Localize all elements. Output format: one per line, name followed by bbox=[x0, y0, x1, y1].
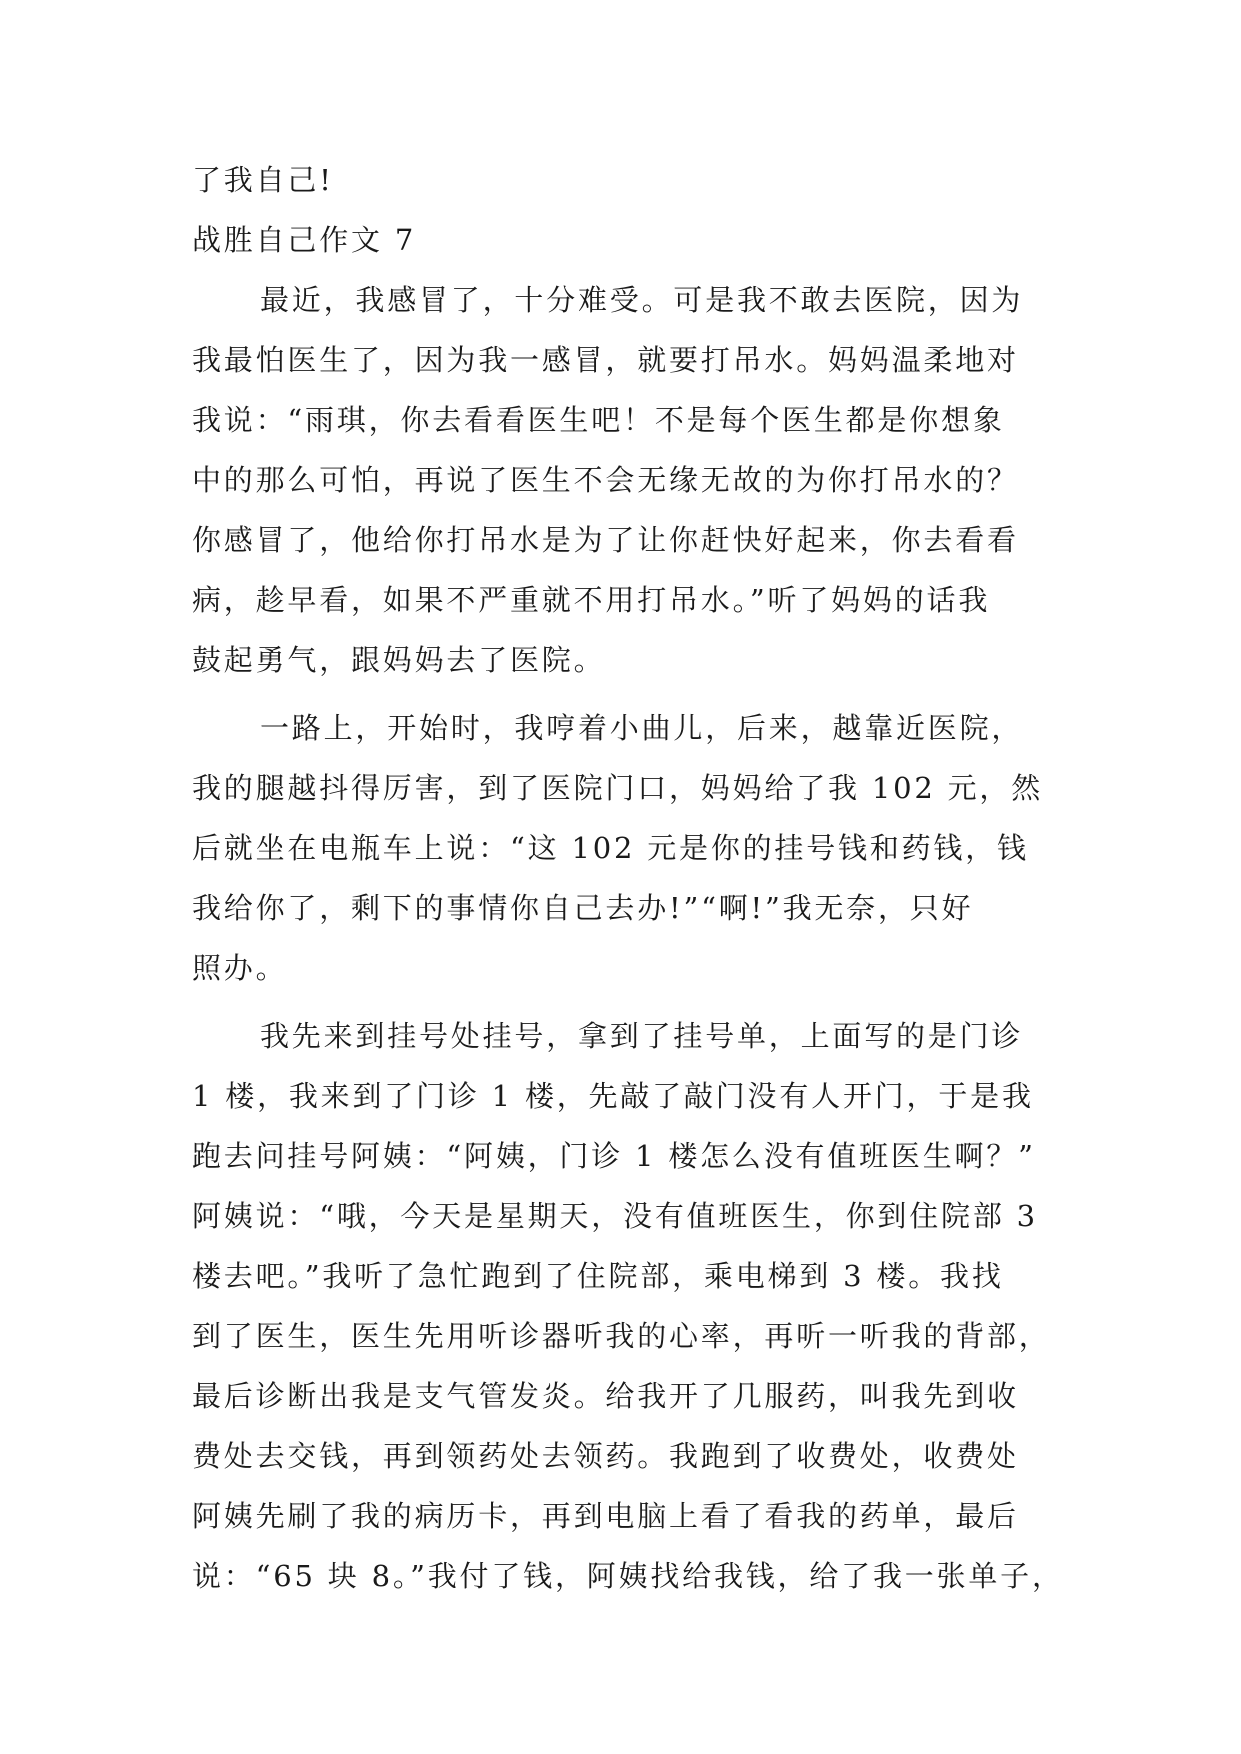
paragraph-line: 后就坐在电瓶车上说：“这 102 元是你的挂号钱和药钱，钱 bbox=[192, 831, 1029, 865]
paragraph-line: 你感冒了，他给你打吊水是为了让你赶快好起来，你去看看 bbox=[192, 523, 1019, 557]
paragraph-line: 阿姨说：“哦，今天是星期天，没有值班医生，你到住院部 3 bbox=[192, 1199, 1038, 1233]
lead-line: 了我自己! bbox=[192, 163, 334, 197]
paragraph-line: 说：“65 块 8。”我付了钱，阿姨找给我钱，给了我一张单子， bbox=[192, 1559, 1064, 1593]
paragraph-line: 照办。 bbox=[192, 951, 288, 985]
paragraph-1 bbox=[192, 270, 1072, 690]
paragraph-line: 到了医生，医生先用听诊器听我的心率，再听一听我的背部， bbox=[192, 1319, 1051, 1353]
paragraph-2 bbox=[192, 698, 1072, 998]
paragraph-line: 楼去吧。”我听了急忙跑到了住院部，乘电梯到 3 楼。我找 bbox=[192, 1259, 1004, 1293]
paragraph-line: 跑去问挂号阿姨：“阿姨，门诊 1 楼怎么没有值班医生啊？” bbox=[192, 1139, 1036, 1173]
paragraph-line: 病，趁早看，如果不严重就不用打吊水。”听了妈妈的话我 bbox=[192, 583, 991, 617]
paragraph-line: 我最怕医生了，因为我一感冒，就要打吊水。妈妈温柔地对 bbox=[192, 343, 1019, 377]
essay-heading: 战胜自己作文 7 bbox=[192, 223, 417, 257]
paragraph-line: 鼓起勇气，跟妈妈去了医院。 bbox=[192, 643, 606, 677]
paragraph-3 bbox=[192, 1006, 1072, 1606]
paragraph-line: 一路上，开始时，我哼着小曲儿，后来，越靠近医院， bbox=[260, 711, 1024, 745]
paragraph-line: 我说：“雨琪，你去看看医生吧！不是每个医生都是你想象 bbox=[192, 403, 1005, 437]
paragraph-line: 我的腿越抖得厉害，到了医院门口，妈妈给了我 102 元，然 bbox=[192, 771, 1043, 805]
paragraph-line: 我先来到挂号处挂号，拿到了挂号单，上面写的是门诊 bbox=[260, 1019, 1024, 1053]
paragraph-line: 最近，我感冒了，十分难受。可是我不敢去医院，因为 bbox=[260, 283, 1024, 317]
paragraph-line: 我给你了，剩下的事情你自己去办!”“啊!”我无奈，只好 bbox=[192, 891, 974, 925]
document-page bbox=[192, 150, 1072, 1606]
paragraph-line: 中的那么可怕，再说了医生不会无缘无故的为你打吊水的？ bbox=[192, 463, 1019, 497]
paragraph-line: 阿姨先刷了我的病历卡，再到电脑上看了看我的药单，最后 bbox=[192, 1499, 1019, 1533]
paragraph-line: 费处去交钱，再到领药处去领药。我跑到了收费处，收费处 bbox=[192, 1439, 1019, 1473]
paragraph-line: 最后诊断出我是支气管发炎。给我开了几服药，叫我先到收 bbox=[192, 1379, 1019, 1413]
paragraph-line: 1 楼，我来到了门诊 1 楼，先敲了敲门没有人开门，于是我 bbox=[192, 1079, 1034, 1113]
